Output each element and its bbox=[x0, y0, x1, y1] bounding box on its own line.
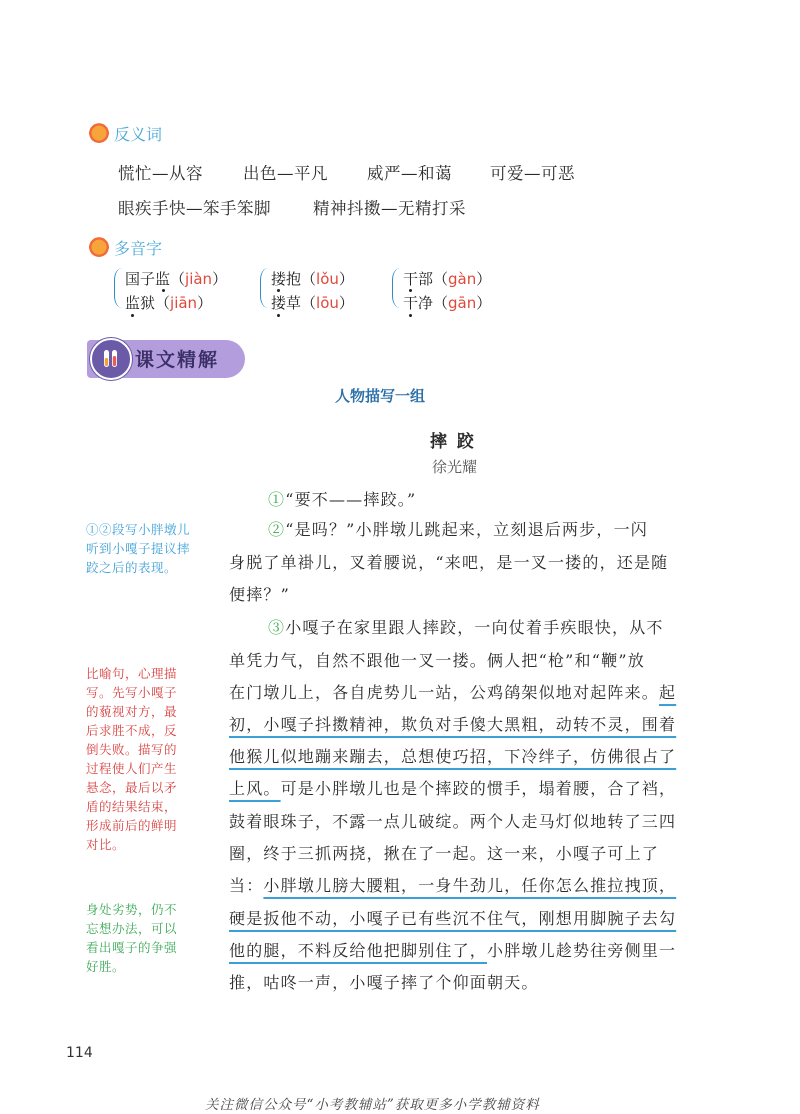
flask-icon bbox=[90, 338, 132, 380]
paragraph-number: ③ bbox=[268, 618, 286, 637]
paragraph-3-line: 圈，终于三抓两挠，揪在了一起。这一来，小嘎子可上了 bbox=[229, 844, 660, 863]
paragraph-3-line bbox=[229, 678, 676, 708]
brace-shape bbox=[114, 268, 123, 308]
paragraph-3-line bbox=[229, 774, 676, 804]
word: 监狱 bbox=[125, 294, 156, 312]
sun-icon bbox=[88, 235, 110, 257]
paragraph-number: ① bbox=[268, 490, 286, 509]
emphasis-dot bbox=[409, 314, 412, 317]
paragraph-2-line: 身脱了单褂儿，叉着腰说，“来吧，是一叉一搂的，还是随 bbox=[229, 553, 669, 572]
paragraph-3-line: 他猴儿似地蹦来蹦去，总想使巧招，下冷绊子，仿佛很占了 bbox=[229, 747, 677, 766]
emphasis-dot bbox=[277, 314, 280, 317]
sun-icon bbox=[88, 121, 110, 143]
text: “是吗？”小胖墩儿跳起来，立刻退后两步，一闪 bbox=[285, 520, 648, 539]
text: 小胖墩儿趁势往旁侧里一 bbox=[487, 941, 677, 960]
polyphone-line: 监狱（jiān） bbox=[125, 294, 213, 312]
polyphone-group bbox=[125, 268, 255, 318]
text: 当： bbox=[229, 876, 264, 895]
margin-note: ①②段写小胖墩儿 听到小嘎子提议摔 跤之后的表现。 bbox=[86, 522, 191, 575]
paragraph-3-line: 初，小嘎子抖擞精神，欺负对手傻大黑粗，动转不灵，围着 bbox=[229, 715, 677, 734]
word: 搂草 bbox=[271, 294, 302, 312]
page-number: 114 bbox=[66, 1045, 93, 1061]
antonym-item: 可爱—可恶 bbox=[490, 164, 575, 183]
pinyin: gàn bbox=[448, 270, 477, 288]
paragraph-3-line: 鼓着眼珠子，不露一点儿破绽。两个人走马灯似地转了三四 bbox=[229, 812, 677, 831]
text: 在门墩儿上，各自虎势儿一站，公鸡鹐架似地对起阵来。 bbox=[229, 683, 660, 702]
antonym-item: 眼疾手快—笨手笨脚 bbox=[118, 199, 271, 218]
antonym-item: 出色—平凡 bbox=[243, 164, 328, 183]
pinyin: gān bbox=[448, 294, 477, 312]
group-title: 人物描写一组 bbox=[335, 387, 426, 405]
polyphones-heading: 多音字 bbox=[114, 239, 163, 258]
antonyms-heading: 反义词 bbox=[114, 125, 163, 144]
polyphone-line: 干部（gàn） bbox=[403, 270, 492, 288]
underlined-text: 小胖墩儿膀大腰粗，一身牛劲儿，任你怎么推拉拽顶， bbox=[263, 876, 677, 895]
polyphone-line: 干净（gān） bbox=[403, 294, 492, 312]
pinyin: jiàn bbox=[185, 270, 213, 288]
banner-label: 课文精解 bbox=[135, 349, 220, 371]
paragraph-3-line: 单凭力气，自然不跟他一叉一搂。俩人把“枪”和“鞭”放 bbox=[229, 651, 645, 670]
word: 搂抱 bbox=[271, 270, 302, 288]
paragraph-2-line bbox=[268, 515, 648, 545]
paragraph-3-line: 推，咕咚一声，小嘎子摔了个仰面朝天。 bbox=[229, 973, 539, 992]
polyphone-line: 搂草（lōu） bbox=[271, 294, 354, 312]
paragraph-3-line bbox=[229, 936, 676, 966]
pinyin: lōu bbox=[316, 294, 339, 312]
article-author: 徐光耀 bbox=[432, 458, 478, 476]
emphasis-dot bbox=[131, 314, 134, 317]
margin-note: 身处劣势，仍不 忘想办法，可以 看出嘎子的争强 好胜。 bbox=[86, 902, 178, 974]
antonym-item: 威严—和蔼 bbox=[367, 164, 452, 183]
brace-shape bbox=[260, 268, 269, 308]
text: 小嘎子在家里跟人摔跤，一向仗着手疾眼快，从不 bbox=[285, 618, 664, 637]
paragraph-1 bbox=[268, 485, 416, 515]
text: 可是小胖墩儿也是个摔跤的惯手，塌着腰，合了裆， bbox=[280, 779, 677, 798]
paragraph-3-line bbox=[268, 613, 664, 643]
word: 干部 bbox=[403, 270, 434, 288]
underlined-text: 他的腿，不料反给他把脚别住了， bbox=[229, 941, 488, 960]
antonym-item: 慌忙—从容 bbox=[118, 164, 203, 183]
text: “要不——摔跤。” bbox=[285, 490, 417, 509]
emphasis-dot bbox=[162, 289, 165, 292]
footer-text: 关注微信公众号“小考教辅站”获取更多小学教辅资料 bbox=[205, 1097, 540, 1113]
polyphone-line: 搂抱（lǒu） bbox=[271, 270, 354, 288]
paragraph-3-line bbox=[229, 871, 676, 901]
polyphone-group bbox=[403, 268, 513, 318]
emphasis-dot bbox=[409, 289, 412, 292]
polyphone-group bbox=[271, 268, 381, 318]
brace-shape bbox=[392, 268, 401, 308]
margin-note: 比喻句，心理描 写。先写小嘎子 的藐视对方，最 后求胜不成，反 倒失败。描写的 过程使人们产生 悬念，最后以矛 盾的结果结束， 形成前后的鲜明 对比。 bbox=[86, 666, 178, 852]
word: 国子监 bbox=[125, 270, 171, 288]
paragraph-3-line: 硬是扳他不动，小嘎子已有些沉不住气，刚想用脚腕子去勾 bbox=[229, 909, 677, 928]
underlined-text: 上风。 bbox=[229, 779, 281, 798]
pinyin: jiān bbox=[170, 294, 198, 312]
antonym-item: 精神抖擞—无精打采 bbox=[313, 199, 466, 218]
emphasis-dot bbox=[277, 289, 280, 292]
underlined-text: 起 bbox=[659, 683, 677, 702]
word: 干净 bbox=[403, 294, 434, 312]
article-title: 摔 跤 bbox=[430, 432, 476, 452]
paragraph-number: ② bbox=[268, 520, 286, 539]
paragraph-2-line: 便摔？” bbox=[229, 585, 290, 604]
polyphone-line: 国子监（jiàn） bbox=[125, 270, 228, 288]
pinyin: lǒu bbox=[316, 270, 339, 288]
